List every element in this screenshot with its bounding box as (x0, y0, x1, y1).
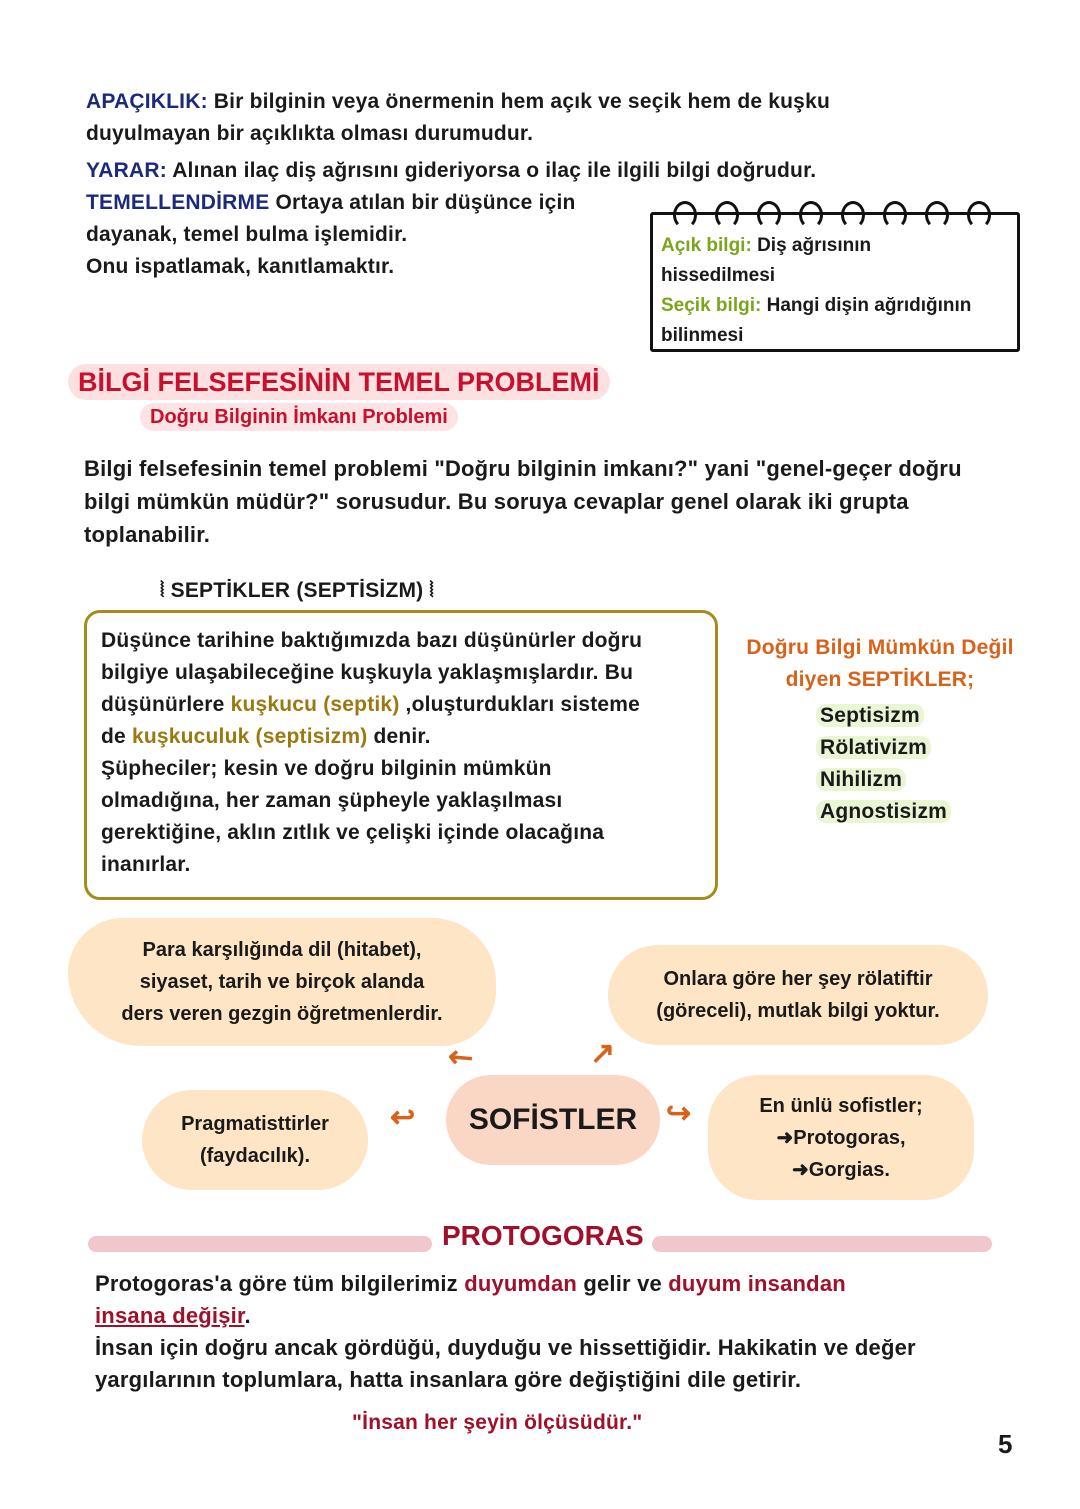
highlight: insana değişir (95, 1303, 245, 1328)
text: İnsan için doğru ancak gördüğü, duyduğu ve hissettiğidir. Hakikatin ve değer (95, 1335, 916, 1360)
text: Diş ağrısının (751, 235, 872, 256)
text: Alınan ilaç diş ağrısını gideriyorsa o ilaç ile ilgili bilgi doğrudur. (166, 159, 817, 182)
text: gelir ve (577, 1271, 669, 1296)
spiral-ring-icon (967, 201, 991, 229)
text: de (101, 725, 132, 748)
text: diyen SEPTİKLER; (785, 668, 975, 691)
text: Protogoras'a göre tüm bilgilerimiz (95, 1271, 465, 1296)
spiral-ring-icon (883, 201, 907, 229)
text: Bilgi felsefesinin temel problemi "Doğru bilginin imkanı?" yani "genel-geçer doğru (84, 456, 962, 481)
text: olmadığına, her zaman şüpheyle yaklaşılması (101, 789, 563, 812)
spiral-ring-icon (673, 201, 697, 229)
arrow-icon: ↗ (590, 1037, 616, 1070)
text: Bir bilginin veya önermenin hem açık ve seçik hem de kuşku (207, 90, 830, 113)
highlight: kuşkuculuk (septisizm) (131, 725, 368, 748)
list-item: Nihilizm (816, 768, 906, 791)
divider-bar (652, 1236, 992, 1252)
text: toplanabilir. (84, 522, 211, 547)
spiral-ring-icon (799, 201, 823, 229)
protogoras-title: PROTOGORAS (442, 1220, 644, 1251)
text: bilgi mümkün müdür?" sorusudur. Bu soruya cevaplar genel olarak iki grupta (84, 489, 909, 514)
highlight: duyumdan (464, 1271, 578, 1296)
zigzag-icon: ⦚ (429, 579, 434, 602)
list-item: Agnostisizm (816, 800, 951, 823)
text: dayanak, temel bulma işlemidir. (86, 223, 408, 246)
text: bilinmesi (661, 325, 744, 346)
term: Seçik bilgi: (661, 295, 762, 316)
center-node (446, 1075, 660, 1165)
text: siyaset, tarih ve birçok alanda (139, 971, 425, 993)
text: inanırlar. (101, 853, 191, 876)
text: denir. (367, 725, 431, 748)
protogoras-paragraph (95, 1268, 916, 1396)
term: TEMELLENDİRME (86, 191, 270, 214)
text: Onlara göre her şey rölatiftir (663, 968, 933, 990)
text: Hangi dişin ağrıdığının (761, 295, 972, 316)
list-item: Septisizm (816, 704, 924, 727)
highlight: kuşkucu (septik) (230, 693, 400, 716)
text: (göreceli), mutlak bilgi yoktur. (656, 1000, 940, 1022)
text: SOFİSTLER (468, 1103, 638, 1136)
text: ➜Gorgias. (792, 1158, 890, 1181)
term: APAÇIKLIK: (86, 90, 208, 113)
term: YARAR: (86, 159, 167, 182)
text: ➜Protogoras, (776, 1126, 906, 1149)
arrow-icon: ↩ (390, 1101, 416, 1134)
spiral-ring-icon (841, 201, 865, 229)
text: Şüpheciler; kesin ve doğru bilginin mümkün (101, 757, 552, 780)
text: ,oluşturdukları sisteme (399, 693, 641, 716)
arrow-icon: ↪ (666, 1097, 692, 1130)
zigzag-icon: ⦚ (160, 579, 165, 602)
arrow-icon: ↖ (440, 1036, 481, 1079)
text: hissedilmesi (661, 265, 776, 286)
spiral-ring-icon (925, 201, 949, 229)
bubble-right (708, 1075, 974, 1200)
bubble-left (142, 1090, 368, 1190)
text: Ortaya atılan bir düşünce için (269, 191, 576, 214)
text: Doğru Bilgi Mümkün Değil (746, 636, 1014, 659)
bubble-top-right (608, 945, 988, 1045)
septikler-heading (160, 575, 434, 607)
text: duyulmayan bir açıklıkta olması durumudur. (86, 122, 534, 145)
page-number: 5 (998, 1429, 1013, 1459)
list-item: Rölativizm (816, 736, 931, 759)
text: Onu ispatlamak, kanıtlamaktır. (86, 255, 395, 278)
term: Açık bilgi: (661, 235, 752, 256)
notepad-card (650, 212, 1020, 352)
text: ders veren gezgin öğretmenlerdir. (121, 1003, 443, 1025)
text: Para karşılığında dil (hitabet), (142, 939, 422, 961)
definition-yarar (86, 155, 816, 187)
intro-paragraph (84, 452, 962, 551)
text: . (244, 1303, 251, 1328)
text: SEPTİKLER (SEPTİSİZM) (170, 579, 424, 602)
definition-temellendirme (86, 187, 576, 283)
divider-bar (88, 1236, 432, 1252)
text: bilgiye ulaşabileceğine kuşkuyla yaklaşmışlardır. Bu (101, 661, 634, 684)
section-subtitle: Doğru Bilginin İmkanı Problemi (140, 403, 458, 431)
spiral-ring-icon (715, 201, 739, 229)
text: (faydacılık). (199, 1145, 311, 1167)
spiral-ring-icon (757, 201, 781, 229)
highlight: duyum insandan (668, 1271, 846, 1296)
definition-apaciklik (86, 86, 830, 150)
text: En ünlü sofistler; (759, 1094, 923, 1117)
septikler-box (84, 610, 718, 900)
side-list (816, 700, 951, 828)
section-title: BİLGİ FELSEFESİNİN TEMEL PROBLEMİ (68, 364, 610, 400)
side-heading (730, 632, 1030, 696)
text: Pragmatisttirler (181, 1113, 329, 1135)
text: yargılarının toplumlara, hatta insanlara göre değiştiğini dile getirir. (95, 1367, 802, 1392)
bubble-top-left (68, 918, 496, 1046)
quote: "İnsan her şeyin ölçüsüdür." (352, 1411, 643, 1434)
text: gerektiğine, aklın zıtlık ve çelişki içinde olacağına (101, 821, 605, 844)
text: Düşünce tarihine baktığımızda bazı düşünürler doğru (101, 629, 643, 652)
text: düşünürlere (101, 693, 231, 716)
